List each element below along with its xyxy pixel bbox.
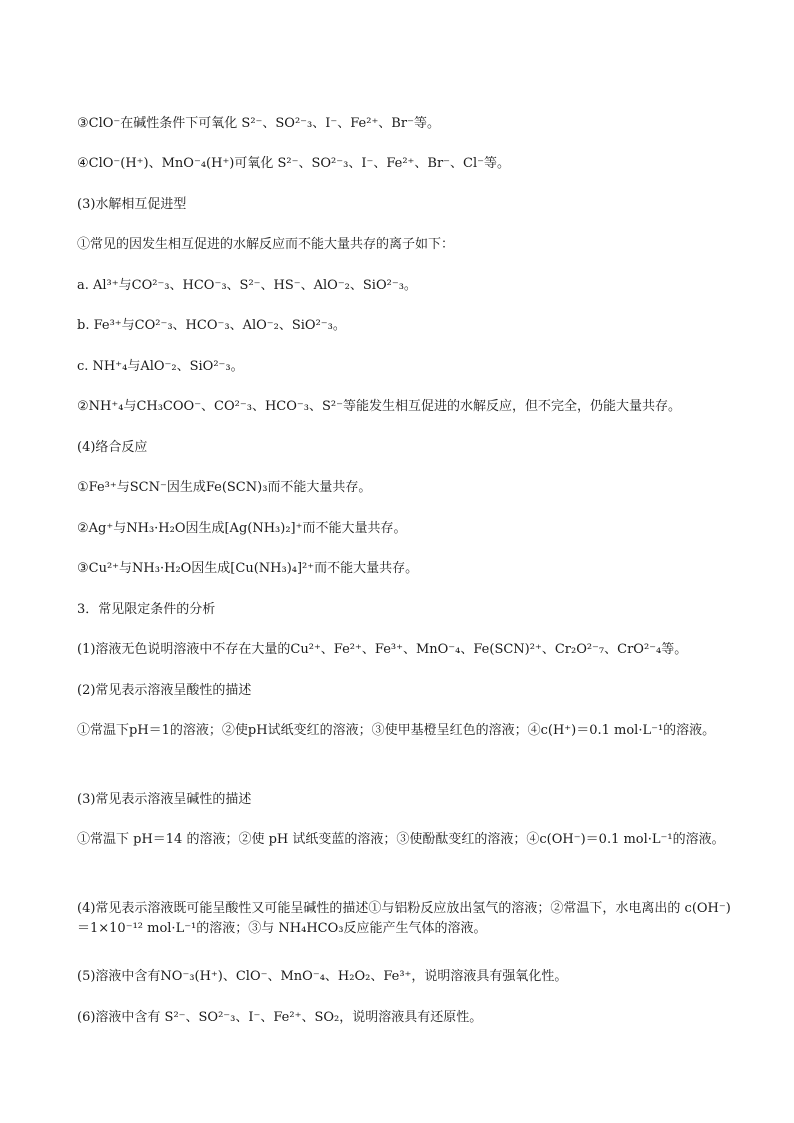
text-line: b. Fe³⁺与CO²⁻₃、HCO⁻₃、AlO⁻₂、SiO²⁻₃。: [77, 318, 346, 333]
text-paragraph: (4)常见表示溶液既可能呈酸性又可能呈碱性的描述①与铝粉反应放出氢气的溶液；②常温下，水电离出的 c(OH⁻)＝1×10⁻¹² mol·L⁻¹的溶液；③与 NH₄HCO₃反应能产生气体的溶液。: [77, 901, 731, 936]
text-line: (6)溶液中含有 S²⁻、SO²⁻₃、I⁻、Fe²⁺、SO₂，说明溶液具有还原性。: [77, 1010, 483, 1025]
section-heading: 3．常见限定条件的分析: [77, 602, 216, 617]
section-heading: (3)水解相互促进型: [77, 197, 187, 212]
section-heading: (4)络合反应: [77, 440, 148, 455]
text-line: (5)溶液中含有NO⁻₃(H⁺)、ClO⁻、MnO⁻₄、H₂O₂、Fe³⁺，说明溶液具有强氧化性。: [77, 969, 568, 984]
text-line: ②NH⁺₄与CH₃COO⁻、CO²⁻₃、HCO⁻₃、S²⁻等能发生相互促进的水解反应，但不完全，仍能大量共存。: [77, 399, 681, 414]
text-line: ④ClO⁻(H⁺)、MnO⁻₄(H⁺)可氧化 S²⁻、SO²⁻₃、I⁻、Fe²⁺、Br⁻、Cl⁻等。: [77, 156, 511, 171]
text-line: ③Cu²⁺与NH₃·H₂O因生成[Cu(NH₃)₄]²⁺而不能大量共存。: [77, 561, 419, 576]
section-heading: (3)常见表示溶液呈碱性的描述: [77, 792, 252, 807]
text-paragraph: ①常温下pH＝1的溶液；②使pH试纸变红的溶液；③使甲基橙呈红色的溶液；④c(H⁺)＝0.1 mol·L⁻¹的溶液。: [77, 723, 716, 738]
text-line: c. NH⁺₄与AlO⁻₂、SiO²⁻₃。: [77, 359, 244, 374]
text-paragraph: ①常温下 pH＝14 的溶液；②使 pH 试纸变蓝的溶液；③使酚酞变红的溶液；④c(OH⁻)＝0.1 mol·L⁻¹的溶液。: [77, 832, 725, 847]
text-line: (1)溶液无色说明溶液中不存在大量的Cu²⁺、Fe²⁺、Fe³⁺、MnO⁻₄、Fe(SCN)²⁺、Cr₂O²⁻₇、CrO²⁻₄等。: [77, 642, 688, 657]
section-heading: (2)常见表示溶液呈酸性的描述: [77, 683, 252, 698]
text-line: ①常见的因发生相互促进的水解反应而不能大量共存的离子如下：: [77, 237, 455, 252]
text-line: ③ClO⁻在碱性条件下可氧化 S²⁻、SO²⁻₃、I⁻、Fe²⁺、Br⁻等。: [77, 116, 440, 131]
text-line: ②Ag⁺与NH₃·H₂O因生成[Ag(NH₃)₂]⁺而不能大量共存。: [77, 521, 407, 536]
text-line: ①Fe³⁺与SCN⁻因生成Fe(SCN)₃而不能大量共存。: [77, 480, 372, 495]
text-line: a. Al³⁺与CO²⁻₃、HCO⁻₃、S²⁻、HS⁻、AlO⁻₂、SiO²⁻₃。: [77, 278, 417, 293]
